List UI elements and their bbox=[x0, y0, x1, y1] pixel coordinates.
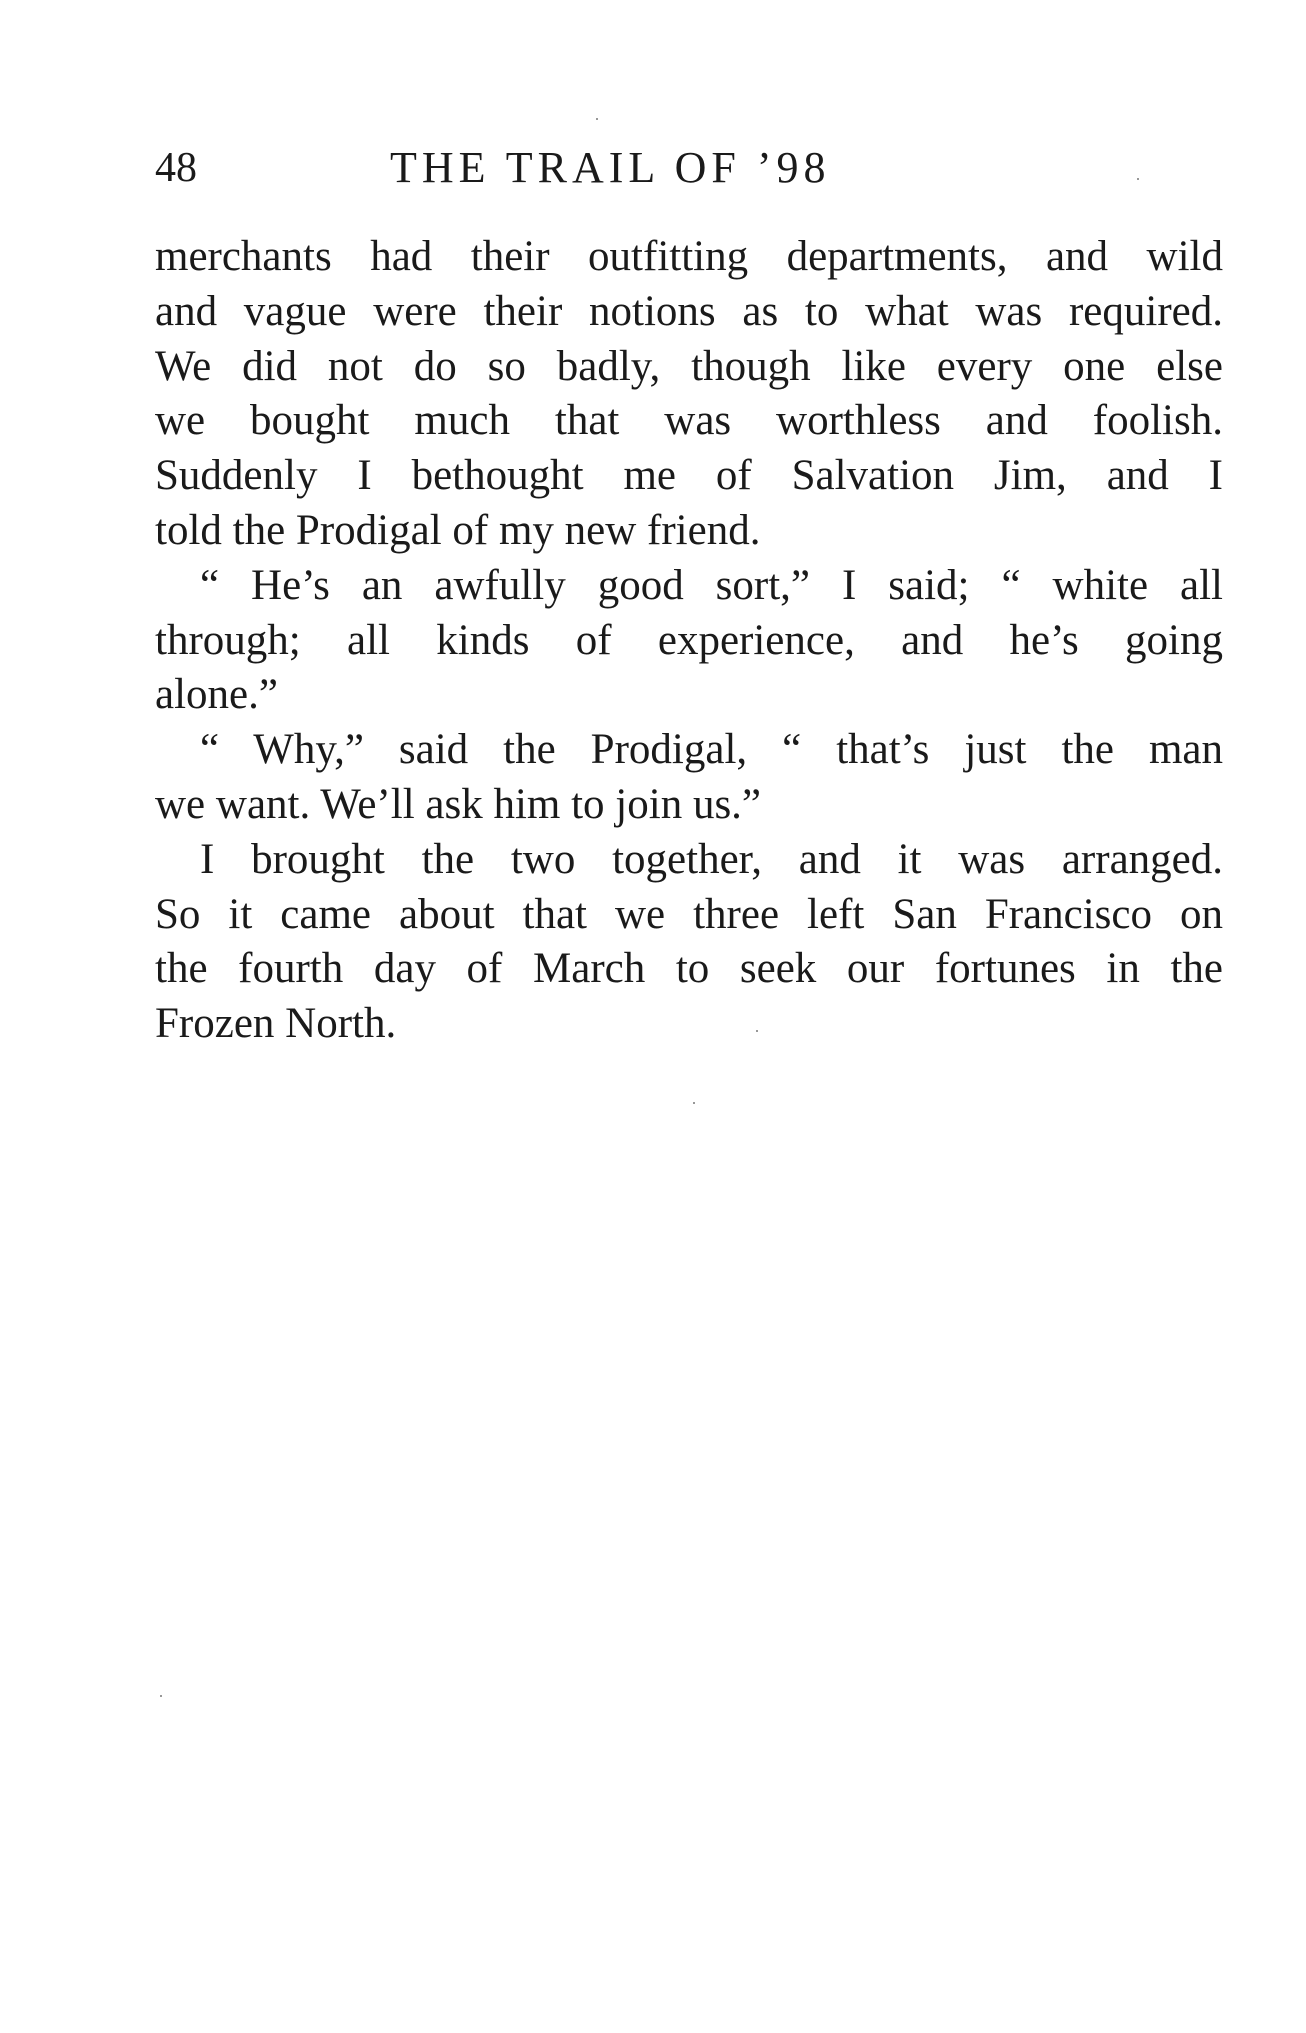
text-line: Suddenly I bethought me of Salvation Jim, and I bbox=[155, 452, 1223, 500]
text-line: through; all kinds of experience, and he’s going bbox=[155, 616, 1223, 664]
text-line: “ Why,” said the Prodigal, “ that’s just the man bbox=[200, 726, 1223, 774]
text-line: merchants had their outfitting departments, and wild bbox=[155, 233, 1223, 280]
text-line: the fourth day of March to seek our fortunes in the bbox=[155, 945, 1223, 993]
scan-speck bbox=[756, 1030, 758, 1032]
running-title: THE TRAIL OF ’98 bbox=[390, 143, 831, 192]
text-line: we want. We’ll ask him to join us.” bbox=[155, 780, 762, 828]
text-line: We did not do so badly, though like every one else bbox=[155, 342, 1223, 390]
scan-speck bbox=[596, 118, 598, 120]
scan-speck bbox=[693, 1102, 695, 1104]
text-line: So it came about that we three left San Francisco on bbox=[155, 890, 1223, 938]
page-header bbox=[155, 138, 1223, 198]
body-text bbox=[155, 230, 1223, 1052]
text-line: I brought the two together, and it was arranged. bbox=[200, 835, 1223, 883]
text-line: and vague were their notions as to what was required. bbox=[155, 287, 1223, 335]
text-line: “ He’s an awfully good sort,” I said; “ white all bbox=[200, 561, 1223, 609]
text-line: Frozen North. bbox=[155, 1000, 397, 1048]
text-line: we bought much that was worthless and foolish. bbox=[155, 397, 1223, 445]
paragraph bbox=[155, 833, 1223, 1052]
page-number: 48 bbox=[155, 145, 197, 191]
paragraph bbox=[155, 230, 1223, 559]
scan-speck bbox=[160, 1695, 162, 1697]
paragraph bbox=[155, 559, 1223, 723]
scan-speck bbox=[1137, 178, 1139, 180]
text-line: alone.” bbox=[155, 671, 278, 719]
text-line: told the Prodigal of my new friend. bbox=[155, 506, 761, 554]
paragraph bbox=[155, 723, 1223, 833]
